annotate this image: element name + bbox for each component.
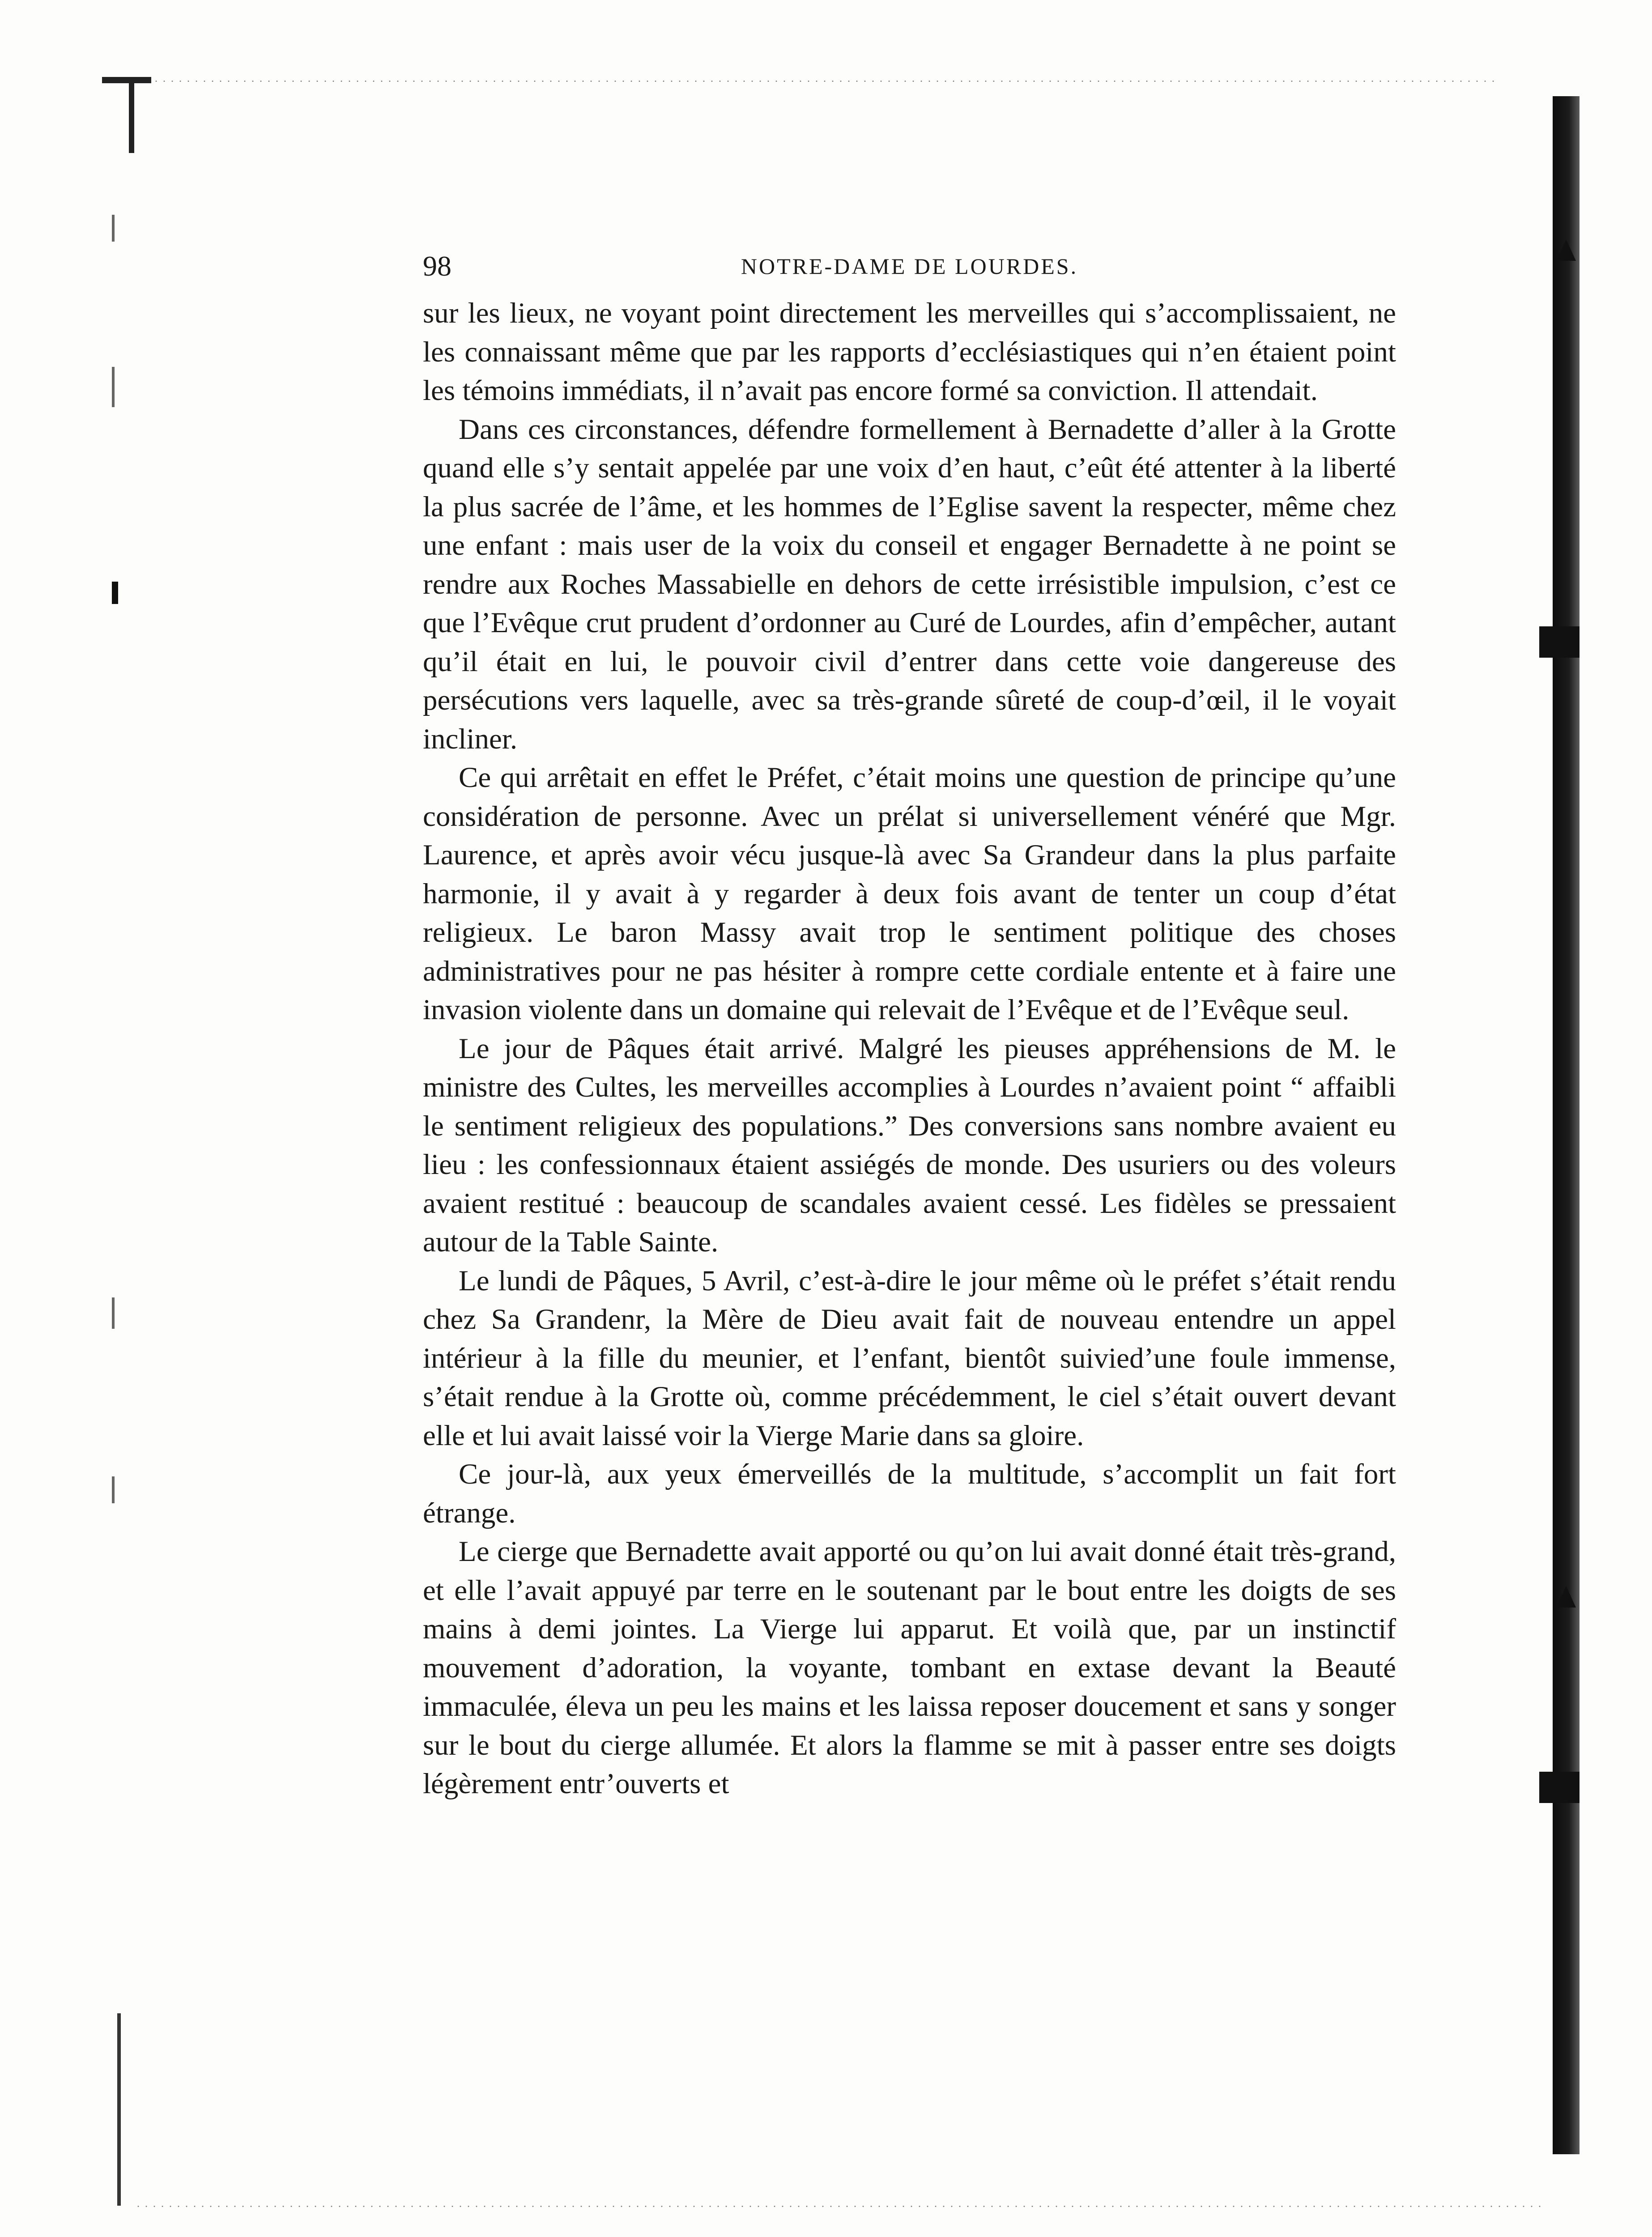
- paragraph-continued: sur les lieux, ne voyant point directement les merveilles qui s’accomplissaient, ne les connaissant même que par les rapports d’ecclésiastiques qui n’en étaient point les témoins immédiats, il n’avait pas encore formé sa conviction. Il attendait.: [423, 297, 1396, 407]
- scan-dotted-edge-bottom: [134, 2206, 1544, 2207]
- body-text: [423, 294, 1396, 1803]
- scan-tick-mark: [112, 367, 115, 407]
- page-number: 98: [423, 250, 451, 282]
- paragraph: Dans ces circonstances, défendre formellement à Bernadette d’aller à la Grotte quand elle s’y sentait appelée par une voix d’en haut, c’eût été attenter à la liberté la plus sacrée de l’âme, et les hommes de l’Eglise savent la respecter, même chez une enfant : mais user de la voix du conseil et engager Bernadette à ne point se rendre aux Roches Massabielle en dehors de cette irrésistible impulsion, c’est ce que l’Evêque crut prudent d’ordonner au Curé de Lourdes, afin d’empêcher, autant qu’il était en lui, le pouvoir civil d’entrer dans cette voie dangereuse des persécutions vers laquelle, avec sa très-grande sûreté de coup-d’œil, il le voyait incliner.: [423, 413, 1396, 755]
- scan-tick-mark: [112, 1476, 115, 1503]
- paragraph: Ce jour-là, aux yeux émerveillés de la multitude, s’accomplit un fait fort étrange.: [423, 1458, 1396, 1529]
- scan-tick-mark: [112, 582, 118, 604]
- paragraph: Le cierge que Bernadette avait apporté ou qu’on lui avait donné était très-grand, et elle l’avait appuyé par terre en le soutenant par le bout entre les doigts de ses mains à demi jointes. La Vierge lui apparut. Et voilà que, par un instinctif mouvement d’adoration, la voyante, tombant en extase devant la Beauté immaculée, éleva un peu les mains et les laissa reposer doucement et sans y songer sur le bout du cierge allumée. Et alors la flamme se mit à passer entre ses doigts légèrement entr’ouverts et: [423, 1535, 1396, 1800]
- scan-binding-notch: [1539, 626, 1580, 658]
- running-title: NOTRE-DAME DE LOURDES.: [741, 254, 1078, 279]
- scan-tick-mark: [112, 1297, 115, 1329]
- scan-dotted-edge-top: [152, 81, 1494, 82]
- paragraph: Le jour de Pâques était arrivé. Malgré les pieuses appréhensions de M. le ministre des Cultes, les merveilles accomplies à Lourdes n’avaient point “ affaibli le sentiment religieux des populations.” Des conversions sans nombre avaient eu lieu : les confessionnaux étaient assiégés de monde. Des usuriers ou des voleurs avaient restitué : beaucoup de scandales avaient cessé. Les fidèles se pressaient autour de la Table Sainte.: [423, 1032, 1396, 1258]
- scan-edge-mark-top-left: [102, 77, 151, 83]
- text-block: [423, 248, 1396, 1803]
- running-header: [423, 248, 1396, 284]
- scan-binding-notch: [1539, 1772, 1580, 1803]
- paragraph: Ce qui arrêtait en effet le Préfet, c’était moins une question de principe qu’une considération de personne. Avec un prélat si universellement vénéré que Mgr. Laurence, et après avoir vécu jusque-là avec Sa Grandeur dans la plus parfaite harmonie, il y avait à y regarder à deux fois avant de tenter un coup d’état religieux. Le baron Massy avait trop le sentiment politique des choses administratives pour ne pas hésiter à rompre cette cordiale entente et à faire une invasion violente dans un domaine qui relevait de l’Evêque et de l’Evêque seul.: [423, 761, 1396, 1026]
- scan-edge-mark-bottom-left: [117, 2013, 121, 2206]
- scan-arrow-mark: [1556, 239, 1576, 261]
- paragraph: Le lundi de Pâques, 5 Avril, c’est-à-dire le jour même où le préfet s’était rendu chez Sa Grandenr, la Mère de Dieu avait fait de nouveau entendre un appel intérieur à la fille du meunier, et l’enfant, bientôt suivied’une foule immense, s’était rendue à la Grotte où, comme précédemment, le ciel s’était ouvert devant elle et lui avait laissé voir la Vierge Marie dans sa gloire.: [423, 1264, 1396, 1452]
- scan-binding-edge-right: [1553, 96, 1580, 2154]
- scan-tick-mark: [112, 215, 115, 242]
- scan-arrow-mark: [1556, 1586, 1576, 1608]
- scan-edge-mark-left-stem: [129, 77, 134, 153]
